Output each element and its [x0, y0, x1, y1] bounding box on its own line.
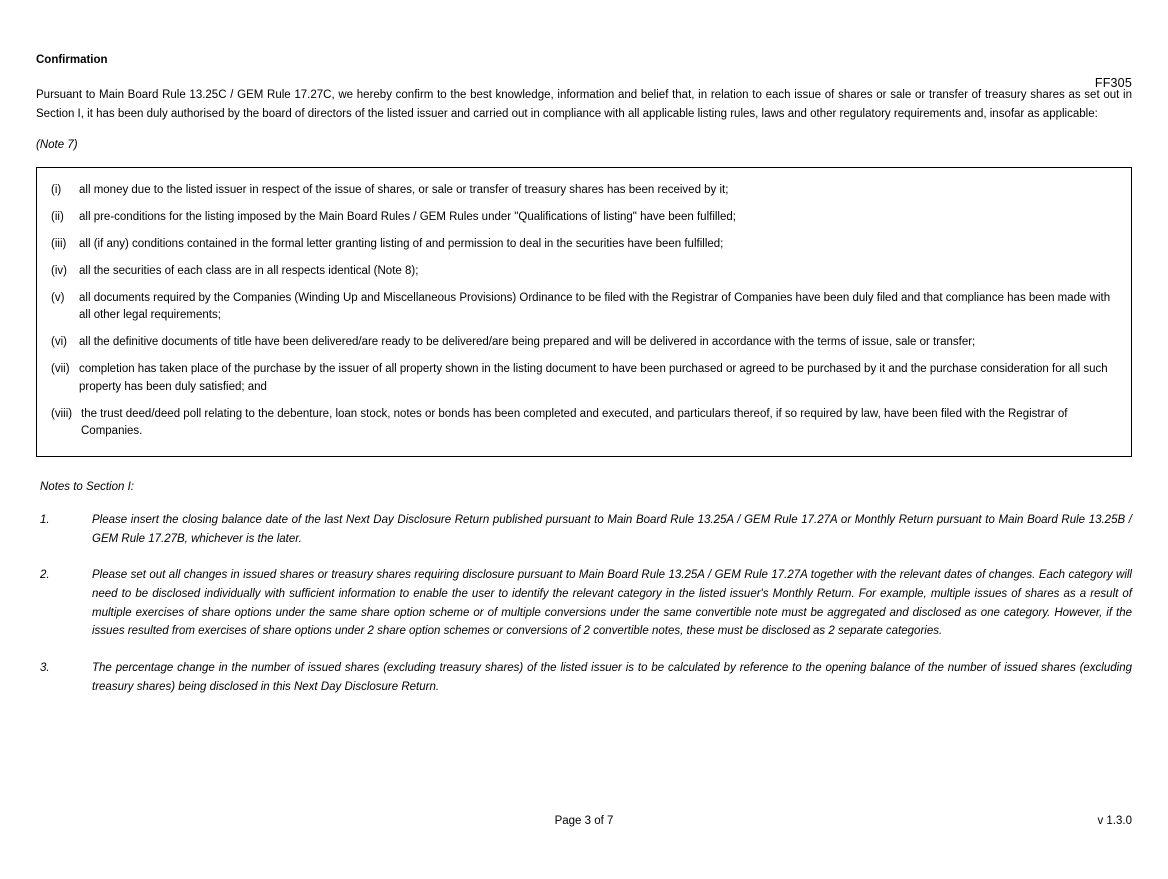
list-item-marker: (vii) [51, 362, 70, 375]
list-item-text: all (if any) conditions contained in the formal letter granting listing of and permission to deal in the securities have been fulfilled; [79, 237, 724, 250]
list-item-marker: (viii) [51, 407, 73, 420]
list-item-marker: (iv) [51, 264, 67, 277]
note-list-item [36, 659, 1132, 696]
note-number: 2. [40, 569, 50, 582]
confirmation-paragraph: Pursuant to Main Board Rule 13.25C / GEM Rule 17.27C, we hereby confirm to the best knowledge, information and belief that, in relation to each issue of shares or sale or transfer of treasury shares as set out in Section I, it has been duly authorised by the board of directors of the listed issuer and carried out in compliance with all applicable listing rules, laws and other regulatory requirements and, insofar as applicable: [36, 89, 1132, 120]
note-text: The percentage change in the number of issued shares (excluding treasury shares) of the listed issuer is to be calculated by reference to the opening balance of the number of issued shares (excluding treasury shares) being disclosed in this Next Day Disclosure Return. [92, 661, 1132, 693]
list-item [51, 182, 1117, 200]
list-item [51, 334, 1117, 352]
list-item [51, 406, 1117, 442]
list-item-text: all the definitive documents of title have been delivered/are ready to be delivered/are being prepared and will be delivered in accordance with the terms of issue, sale or transfer; [79, 336, 976, 349]
list-item-marker: (vi) [51, 336, 67, 349]
list-item-text: completion has taken place of the purchase by the issuer of all property shown in the listing document to have been purchased or agreed to be purchased by it and the purchase consideration for all such property has been duly satisfied; and [79, 362, 1108, 393]
list-item-marker: (iii) [51, 237, 67, 250]
document-page [0, 54, 1168, 879]
list-item [51, 263, 1117, 281]
page-number: Page 3 of 7 [554, 815, 614, 827]
list-item [51, 236, 1117, 254]
list-item-marker: (ii) [51, 211, 64, 224]
list-item [51, 290, 1117, 326]
version-label: v 1.3.0 [1097, 815, 1132, 827]
list-item-marker: (i) [51, 184, 62, 197]
note-reference: (Note 7) [36, 139, 78, 152]
page-footer [36, 815, 1132, 827]
list-item [51, 209, 1117, 227]
note-number: 1. [40, 514, 50, 527]
note-list-item [36, 566, 1132, 641]
confirmation-items-box [36, 167, 1132, 457]
list-item-text: all documents required by the Companies (Winding Up and Miscellaneous Provisions) Ordinance to be filed with the Registrar of Companies have been duly filed and that compliance has been made with all other legal requirements; [79, 291, 1111, 322]
note-text: Please set out all changes in issued shares or treasury shares requiring disclosure pursuant to Main Board Rule 13.25A / GEM Rule 17.27A together with the relevant dates of changes. Each category will need to be disclosed individually with sufficient information to enable the user to identify the relevant category in the listed issuer's Monthly Return. For example, multiple issues of shares as a result of multiple exercises of share options under the same share option scheme or of multiple conversions under the same convertible note must be aggregated and disclosed as one category. However, if the issues resulted from exercises of share options under 2 share option schemes or conversions of 2 convertible notes, these must be disclosed as 2 separate categories. [92, 569, 1132, 638]
note-list-item [36, 511, 1132, 548]
list-item-marker: (v) [51, 291, 65, 304]
list-item [51, 361, 1117, 397]
list-item-text: all the securities of each class are in all respects identical (Note 8); [79, 264, 419, 277]
form-code: FF305 [1094, 76, 1132, 90]
list-item-text: the trust deed/deed poll relating to the debenture, loan stock, notes or bonds has been completed and executed, and particulars thereof, if so required by law, have been filed with the Registrar of Companies. [81, 407, 1068, 438]
note-text: Please insert the closing balance date of the last Next Day Disclosure Return published pursuant to Main Board Rule 13.25A / GEM Rule 17.27A or Monthly Return pursuant to Main Board Rule 13.25B / GEM Rule 17.27B, whichever is the later. [92, 514, 1132, 545]
list-item-text: all pre-conditions for the listing imposed by the Main Board Rules / GEM Rules under "Qualifications of listing" have been fulfilled; [79, 211, 736, 224]
list-item-text: all money due to the listed issuer in respect of the issue of shares, or sale or transfer of treasury shares has been received by it; [79, 184, 729, 197]
page-title: Confirmation [36, 54, 108, 66]
note-number: 3. [40, 661, 50, 674]
notes-heading: Notes to Section I: [40, 481, 134, 494]
